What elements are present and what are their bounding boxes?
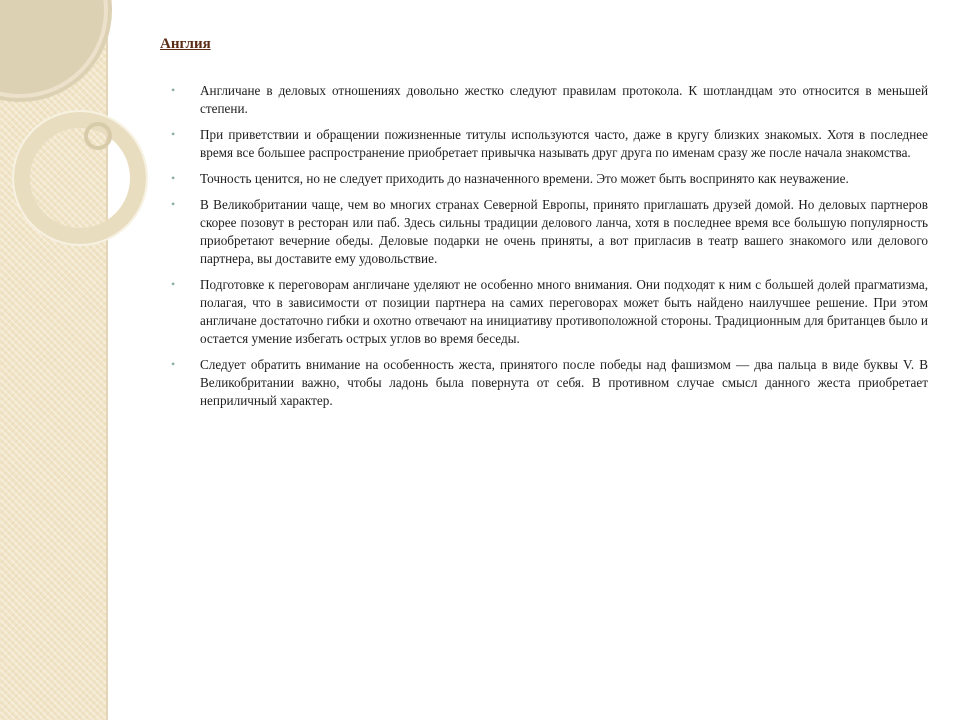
bullet-text: Англичане в деловых отношениях довольно жестко следуют правилам протокола. К шотландцам это относится в меньшей степени. xyxy=(200,83,928,116)
bullet-item xyxy=(171,276,928,348)
bullet-item xyxy=(171,126,928,162)
deco-ring-middle xyxy=(22,120,138,236)
bullet-item xyxy=(171,356,928,410)
bullet-icon: • xyxy=(171,277,176,291)
bullet-list xyxy=(171,82,928,418)
bullet-text: Следует обратить внимание на особенность жеста, принятого после победы над фашизмом — два пальца в виде буквы V. В Великобритании важно, чтобы ладонь была повернута от себя. В противном случае смысл данного жеста приобретает неприличный характер. xyxy=(200,357,928,408)
deco-ring-middle-outline xyxy=(13,111,147,245)
slide-title: Англия xyxy=(160,36,211,52)
bullet-item xyxy=(171,82,928,118)
bullet-item xyxy=(171,170,928,188)
bullet-icon: • xyxy=(171,171,176,185)
bullet-icon: • xyxy=(171,357,176,371)
bullet-text: Точность ценится, но не следует приходить до назначенного времени. Это может быть воспринято как неуважение. xyxy=(200,171,849,186)
bullet-text: Подготовке к переговорам англичане уделяют не особенно много внимания. Они подходят к ним с большей долей прагматизма, полагая, что в зависимости от позиции партнера на самих переговорах может быть найдено наилучшее решение. При этом англичане достаточно гибки и охотно отвечают на инициативу противоположной стороны. Традиционным для британцев было и остается умение избегать острых углов во время беседы. xyxy=(200,277,928,346)
bullet-text: В Великобритании чаще, чем во многих странах Северной Европы, принято приглашать друзей домой. Но деловых партнеров скорее позовут в ресторан или паб. Здесь сильны традиции делового ланча, хотя в последнее время все большую популярность приобретают вечерние обеды. Деловые подарки не очень приняты, а вот пригласив в театр вашего знакомого или делового партнера, вы доставите ему удовольствие. xyxy=(200,197,928,266)
bullet-icon: • xyxy=(171,197,176,211)
bullet-icon: • xyxy=(171,127,176,141)
bullet-item xyxy=(171,196,928,268)
bullet-icon: • xyxy=(171,83,176,97)
bullet-text: При приветствии и обращении пожизненные титулы используются часто, даже в кругу близких знакомых. Хотя в последнее время все большее распространение приобретает привычка называть друг друга по именам сразу же после начала знакомства. xyxy=(200,127,928,160)
